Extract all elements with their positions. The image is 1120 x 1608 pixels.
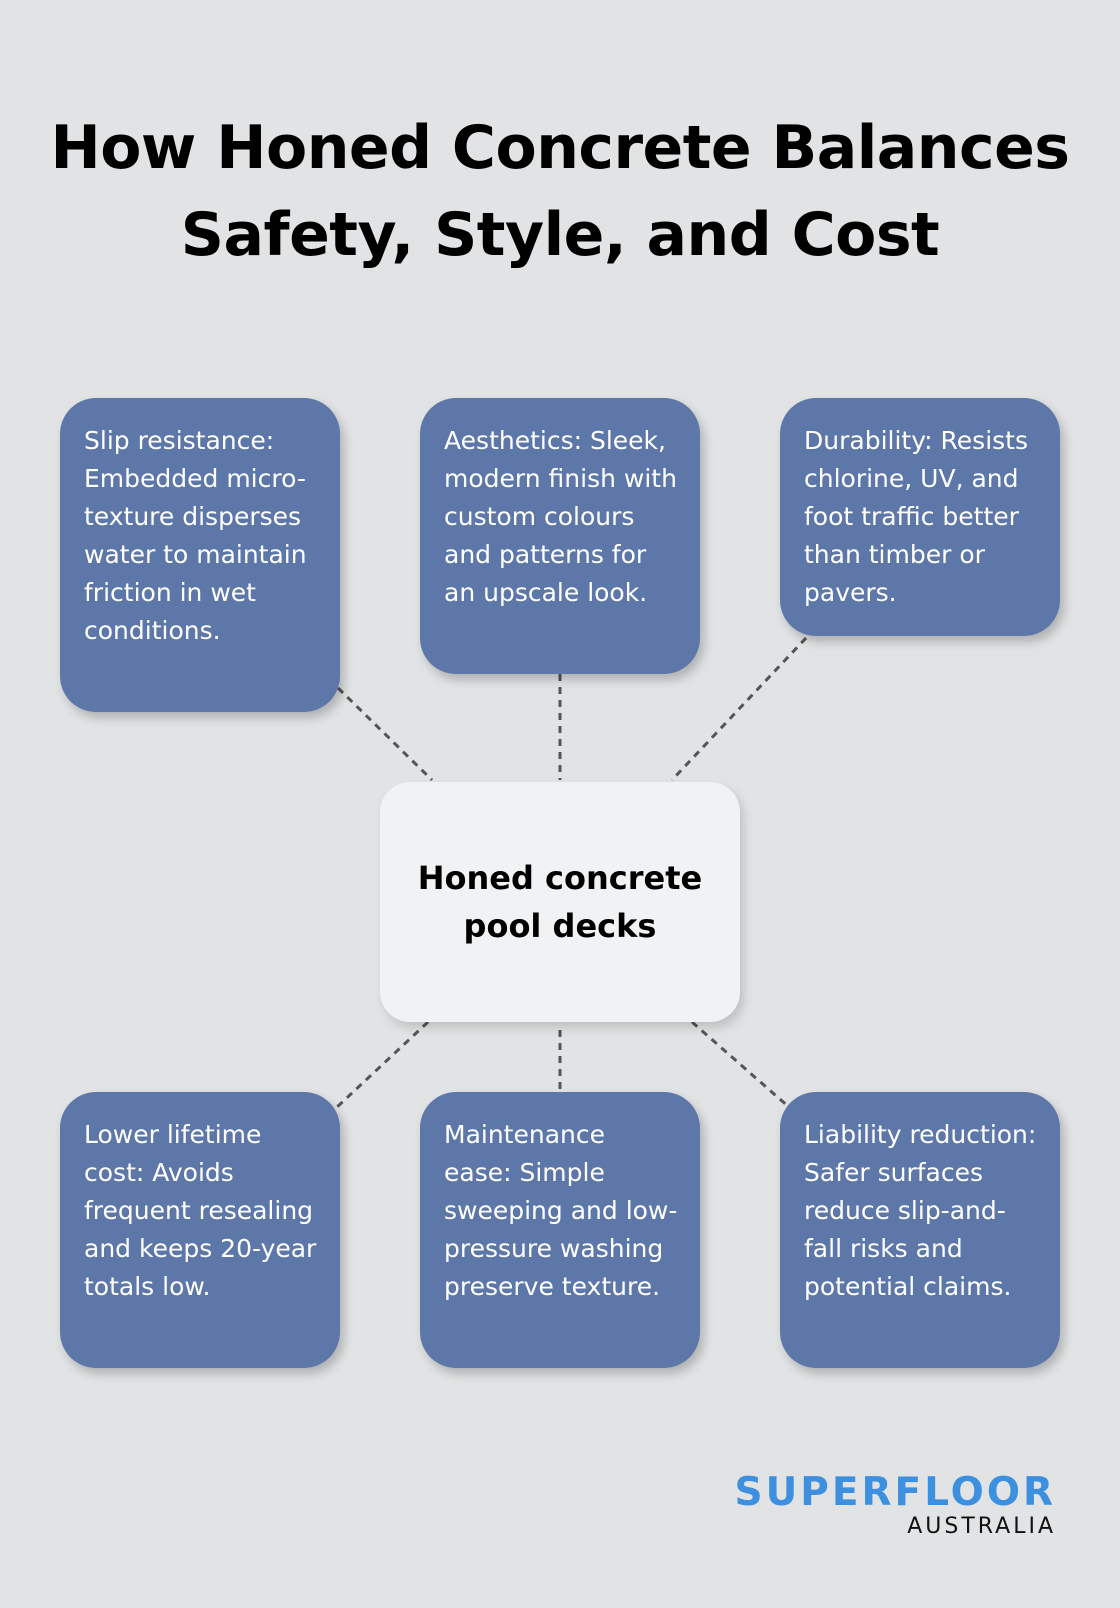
benefit-text: Durability: Resists chlorine, UV, and foot traffic better than timber or pavers. (804, 426, 1028, 607)
benefit-text: Aesthetics: Sleek, modern finish with custom colours and patterns for an upscale look. (444, 426, 677, 607)
connector-slip-resistance (338, 688, 432, 780)
center-label: Honed concrete pool decks (417, 859, 703, 945)
benefit-card-slip-resistance (60, 398, 340, 712)
title-line-1: How Honed Concrete Balances (50, 113, 1070, 183)
benefit-text: Lower lifetime cost: Avoids frequent resealing and keeps 20-year totals low. (84, 1120, 317, 1301)
center-node (380, 782, 740, 1022)
benefit-text: Liability reduction: Safer surfaces reduce slip-and-fall risks and potential claims. (804, 1120, 1037, 1301)
benefit-card-maintenance-ease (420, 1092, 700, 1368)
title-line-2: Safety, Style, and Cost (180, 200, 940, 270)
benefit-card-lower-lifetime-cost (60, 1092, 340, 1368)
benefit-card-liability-reduction (780, 1092, 1060, 1368)
logo-subtitle: AUSTRALIA (907, 1514, 1056, 1539)
connector-liability-reduction (692, 1022, 790, 1108)
connector-lower-lifetime-cost (336, 1022, 428, 1108)
benefit-card-durability (780, 398, 1060, 636)
benefit-text: Slip resistance: Embedded micro-texture disperses water to maintain friction in wet conditions. (84, 426, 307, 645)
logo-wordmark: SUPERFLOOR (734, 1470, 1056, 1515)
benefit-text: Maintenance ease: Simple sweeping and low-pressure washing preserve texture. (444, 1120, 678, 1301)
brand-logo (640, 1472, 1056, 1540)
benefit-card-aesthetics (420, 398, 700, 674)
